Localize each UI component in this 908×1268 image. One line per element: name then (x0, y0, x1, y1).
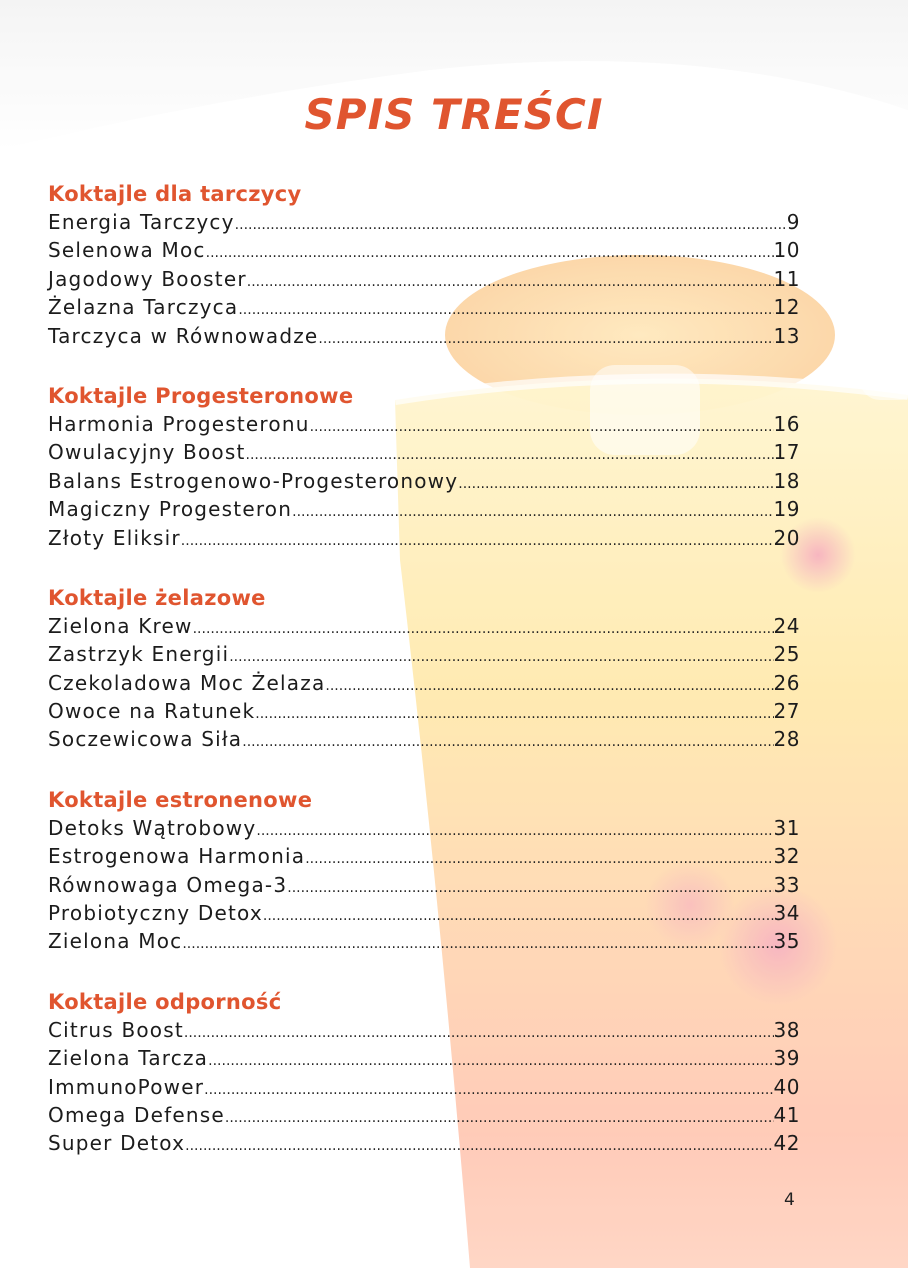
dot-leader (208, 1047, 773, 1075)
toc-entry[interactable] (48, 524, 800, 552)
toc-entry[interactable] (48, 871, 800, 899)
toc-entry[interactable] (48, 1016, 800, 1044)
dot-leader (229, 643, 773, 671)
entry-page-number: 35 (773, 929, 800, 954)
entry-title: Zielona Krew (48, 613, 193, 638)
toc-entry[interactable] (48, 410, 800, 438)
entry-title: Probiotyczny Detox (48, 901, 263, 926)
dot-leader (318, 325, 773, 353)
dot-leader (242, 728, 773, 756)
entry-page-number: 25 (773, 642, 800, 667)
entry-page-number: 19 (773, 497, 800, 522)
section-title: Koktajle dla tarczycy (48, 182, 302, 206)
toc-section (48, 582, 800, 754)
entry-title: Tarczyca w Równowadze (48, 323, 319, 348)
entry-page-number: 41 (773, 1102, 800, 1127)
section-title: Koktajle odporność (48, 989, 282, 1014)
entry-page-number: 10 (773, 238, 800, 263)
toc-section (48, 380, 800, 552)
page-number: 4 (784, 1190, 795, 1210)
toc-entry[interactable] (48, 467, 800, 495)
entry-title: Magiczny Progesteron (48, 497, 293, 522)
entry-page-number: 11 (773, 266, 800, 291)
entry-page-number: 40 (773, 1074, 800, 1099)
dot-leader (238, 296, 773, 324)
dot-leader (255, 700, 773, 728)
toc-entry[interactable] (48, 640, 800, 668)
toc-entry[interactable] (48, 899, 800, 927)
dot-leader (287, 874, 773, 902)
entry-page-number: 34 (773, 901, 800, 926)
dot-leader (204, 1076, 773, 1104)
entry-page-number: 33 (773, 872, 800, 897)
toc-entry[interactable] (48, 438, 800, 466)
entry-title: Zastrzyk Energii (48, 642, 230, 667)
toc-section (48, 178, 800, 350)
entry-title: Owoce na Ratunek (48, 699, 256, 724)
toc-list (48, 178, 800, 1188)
dot-leader (256, 817, 773, 845)
entry-title: ImmunoPower (48, 1074, 205, 1099)
toc-entry[interactable] (48, 1073, 800, 1101)
toc-entry[interactable] (48, 208, 800, 236)
entry-title: Jagodowy Booster (48, 266, 247, 291)
toc-section (48, 986, 800, 1158)
toc-entry[interactable] (48, 669, 800, 697)
entry-title: Czekoladowa Moc Żelaza (48, 670, 326, 695)
dot-leader (193, 615, 774, 643)
entry-title: Żelazna Tarczyca (48, 295, 239, 320)
entry-page-number: 17 (773, 440, 800, 465)
entry-page-number: 26 (773, 670, 800, 695)
toc-entry[interactable] (48, 265, 800, 293)
entry-title: Harmonia Progesteronu (48, 411, 310, 436)
toc-entry[interactable] (48, 927, 800, 955)
entry-page-number: 28 (773, 727, 800, 752)
dot-leader (181, 527, 774, 555)
entry-title: Równowaga Omega-3 (48, 872, 288, 897)
entry-title: Citrus Boost (48, 1017, 184, 1042)
dot-leader (292, 498, 773, 526)
entry-page-number: 12 (773, 295, 800, 320)
toc-entry[interactable] (48, 495, 800, 523)
entry-title: Super Detox (48, 1131, 186, 1156)
entry-page-number: 39 (773, 1046, 800, 1071)
dot-leader (247, 268, 774, 296)
entry-title: Owulacyjny Boost (48, 440, 246, 465)
entry-page-number: 24 (773, 613, 800, 638)
dot-leader (246, 441, 774, 469)
dot-leader (184, 1019, 774, 1047)
entry-title: Soczewicowa Siła (48, 727, 243, 752)
dot-leader (310, 413, 774, 441)
dot-leader (235, 211, 787, 239)
toc-entry[interactable] (48, 1044, 800, 1072)
entry-title: Estrogenowa Harmonia (48, 844, 306, 869)
toc-entry[interactable] (48, 1101, 800, 1129)
dot-leader (458, 470, 773, 498)
dot-leader (305, 845, 773, 873)
entry-title: Detoks Wątrobowy (48, 815, 257, 840)
dot-leader (206, 239, 774, 267)
toc-entry[interactable] (48, 697, 800, 725)
page-title: SPIS TREŚCI (304, 90, 604, 139)
entry-title: Zielona Moc (48, 929, 183, 954)
entry-page-number: 9 (786, 210, 800, 234)
section-title: Koktajle estronenowe (48, 787, 313, 812)
entry-page-number: 13 (773, 323, 800, 348)
entry-title: Selenowa Moc (48, 238, 206, 263)
dot-leader (325, 672, 773, 700)
entry-page-number: 32 (773, 844, 800, 869)
entry-page-number: 27 (773, 699, 800, 724)
toc-entry[interactable] (48, 612, 800, 640)
entry-title: Energia Tarczycy (48, 210, 235, 234)
dot-leader (185, 1132, 773, 1160)
toc-entry[interactable] (48, 842, 800, 870)
dot-leader (225, 1104, 774, 1132)
toc-entry[interactable] (48, 725, 800, 753)
entry-page-number: 16 (773, 411, 800, 436)
entry-page-number: 38 (773, 1017, 800, 1042)
entry-title: Omega Defense (48, 1102, 225, 1127)
section-title: Koktajle żelazowe (48, 585, 266, 610)
dot-leader (182, 930, 773, 958)
entry-page-number: 20 (773, 525, 800, 550)
toc-entry[interactable] (48, 814, 800, 842)
section-title: Koktajle Progesteronowe (48, 383, 354, 408)
toc-entry[interactable] (48, 322, 800, 350)
toc-entry[interactable] (48, 236, 800, 264)
entry-title: Balans Estrogenowo-Progesteronowy (48, 468, 459, 493)
entry-page-number: 42 (773, 1131, 800, 1156)
entry-title: Zielona Tarcza (48, 1046, 209, 1071)
entry-title: Złoty Eliksir (48, 525, 181, 550)
toc-section (48, 784, 800, 956)
dot-leader (263, 902, 774, 930)
toc-entry[interactable] (48, 293, 800, 321)
toc-entry[interactable] (48, 1129, 800, 1157)
entry-page-number: 18 (773, 468, 800, 493)
entry-page-number: 31 (773, 815, 800, 840)
